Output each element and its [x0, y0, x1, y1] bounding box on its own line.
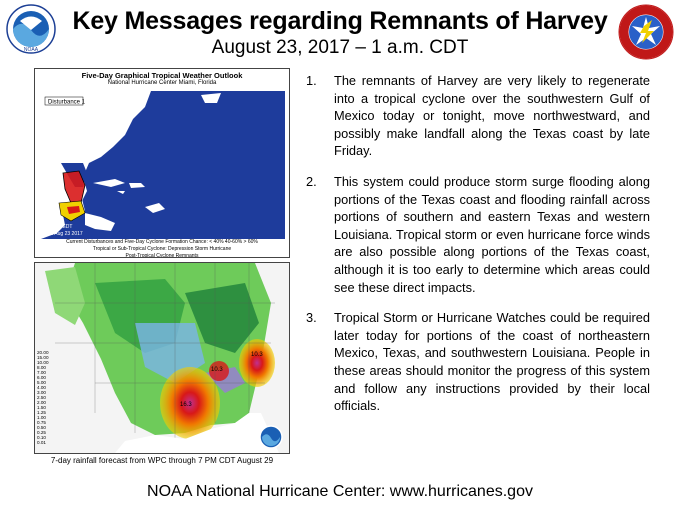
- svg-text:1.50: 1.50: [37, 405, 46, 410]
- svg-text:10.00: 10.00: [37, 360, 49, 365]
- key-message-3: [306, 309, 650, 415]
- svg-text:15.00: 15.00: [37, 355, 49, 360]
- svg-text:0.01: 0.01: [37, 440, 46, 445]
- svg-text:0.10: 0.10: [37, 435, 46, 440]
- key-messages-list: [306, 72, 650, 428]
- page-subtitle: August 23, 2017 – 1 a.m. CDT: [211, 37, 469, 58]
- outlook-legend: [35, 239, 289, 258]
- svg-text:8.00: 8.00: [37, 365, 46, 370]
- svg-text:NOAA: NOAA: [23, 47, 39, 53]
- rainfall-map-graphic: [35, 263, 289, 453]
- rain-south-label: 10.3: [211, 367, 223, 373]
- message-number: 2.: [306, 173, 317, 189]
- key-message-2: [306, 173, 650, 296]
- svg-text:0.75: 0.75: [37, 420, 46, 425]
- nws-logo: [618, 4, 674, 60]
- tropical-outlook-map: [34, 68, 290, 258]
- message-number: 3.: [306, 310, 317, 326]
- svg-text:7.00: 7.00: [37, 370, 46, 375]
- message-text: Tropical Storm or Hurricane Watches could be required later today for portions of the coast of northeastern Mexico, Texas, and southwestern Louisiana. People in these areas should monitor the progress of this system and follow any instructions provided by their local officials.: [334, 310, 650, 414]
- svg-text:20.00: 20.00: [37, 350, 49, 355]
- svg-text:1.00: 1.00: [37, 415, 46, 420]
- key-message-1: [306, 72, 650, 160]
- svg-text:6.00: 6.00: [37, 375, 46, 380]
- noaa-logo: [6, 4, 56, 54]
- footer-text: NOAA National Hurricane Center: www.hurricanes.gov: [147, 483, 533, 500]
- legend-cyclone-types: Tropical or Sub-Tropical Cyclone: Depression Storm Hurricane: [92, 246, 232, 252]
- message-text: The remnants of Harvey are very likely to regenerate into a tropical cyclone over the southwestern Gulf of Mexico today or tonight, move northwestward, and possibly make landfall along the Texas coast by late Friday.: [334, 73, 650, 159]
- page-title: Key Messages regarding Remnants of Harvey: [72, 7, 608, 35]
- svg-text:Wed Aug 23 2017: Wed Aug 23 2017: [43, 231, 83, 237]
- svg-text:0.25: 0.25: [37, 430, 46, 435]
- svg-text:2:00 am EDT: 2:00 am EDT: [43, 224, 73, 230]
- message-text: This system could produce storm surge flooding along portions of the Texas coast and flooding rainfall across portions of southern and eastern Texas and western Louisiana. Tropical storm or even hurricane force winds are also possible along portions of the Texas coast, although it is too early to determine which areas could see these direct impacts.: [334, 173, 650, 295]
- svg-text:1.25: 1.25: [37, 410, 46, 415]
- outlook-header: [35, 69, 289, 91]
- rainfall-forecast-map: [34, 262, 290, 454]
- legend-formation-chance: Current Disturbances and Five-Day Cyclone Formation Chance: < 40% 40-60% > 60%: [66, 239, 258, 245]
- svg-text:Disturbance 1: Disturbance 1: [48, 99, 86, 106]
- message-number: 1.: [306, 73, 317, 88]
- svg-text:3.00: 3.00: [37, 390, 46, 395]
- svg-text:4.00: 4.00: [37, 385, 46, 390]
- outlook-title: Five-Day Graphical Tropical Weather Outlook: [81, 71, 243, 80]
- rain-max-label: 16.3: [180, 402, 192, 408]
- legend-post-tropical: Post-Tropical Cyclone Remnants: [125, 253, 199, 258]
- rain-east-label: 10.3: [251, 352, 263, 358]
- svg-text:2.00: 2.00: [37, 400, 46, 405]
- svg-text:2.50: 2.50: [37, 395, 46, 400]
- outlook-map-graphic: [41, 91, 285, 239]
- outlook-office: National Hurricane Center Miami, Florida: [107, 80, 217, 86]
- svg-text:0.50: 0.50: [37, 425, 46, 430]
- svg-text:5.00: 5.00: [37, 380, 46, 385]
- rainfall-caption: 7-day rainfall forecast from WPC through 7 PM CDT August 29: [50, 456, 274, 465]
